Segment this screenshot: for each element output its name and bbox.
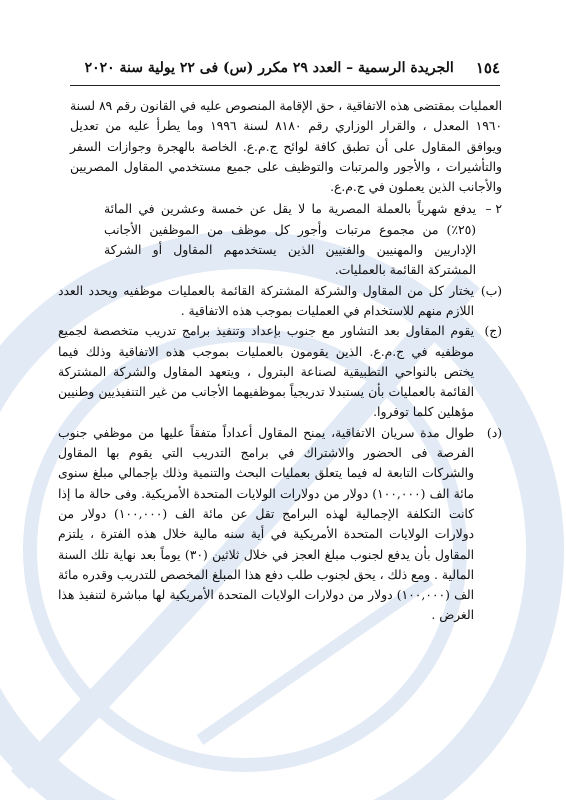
document-body xyxy=(58,96,503,626)
intro-paragraph: العمليات بمقتضى هذه الاتفاقية ، حق الإقامة المنصوص عليه في القانون رقم ٨٩ لسنة ١٩٦٠ المعدل ، والقرار الوزاري رقم ٨١٨٠ لسنة ١٩٩٦ وما يطرأ عليه من تعديل ويوافق المقاول على أن تطبق كافة لوائح ج.م.ع. الخاصة بالهجرة وجوازات السفر والتأشيرات ، والأجور والمرتبات والتوظيف على جميع مستخدمي المقاول المصريين والأجانب الذين يعملون في ج.م.ع. xyxy=(70,99,503,195)
gazette-header-title: الجريدة الرسمية – العدد ٢٩ مكرر (س) فى ٢٢ يولية سنة ٢٠٢٠ xyxy=(84,60,454,76)
item-marker: ٢ – xyxy=(485,202,502,217)
page-number: ١٥٤ xyxy=(475,59,500,77)
clause-text: طوال مدة سريان الاتفاقية، يمنح المقاول أعداداً متفقاً عليها من موظفي جنوب الفرصة فى الحضور والاشتراك في برامج التدريب التي يقوم بها المقاول والشركات التابعة له فيما يتعلق بعمليات البحث والتنمية وذلك بإجمالي مبلغ سنوى مائة الف (١٠٠,٠٠٠) دولار من دولارات الولايات المتحدة الأمريكية. وفى حالة ما إذا كانت التكلفة الإجمالية لهذه البرامج تقل عن مائة الف (١٠٠,٠٠٠) دولار من دولارات الولايات المتحدة الأمريكية في أية سنه مالية خلال هذه الفترة ، يلتزم المقاول بأن يدفع لجنوب مبلغ العجز في خلال ثلاثين (٣٠) يوماً بعد نهاية تلك السنة المالية . ومع ذلك ، يحق لجنوب طلب دفع هذا المبلغ المخصص للتدريب وقدره مائة الف (١٠٠,٠٠٠) دولار من دولارات الولايات المتحدة الأمريكية لها مباشرة لتنفيذ هذا الغرض . xyxy=(58,425,475,623)
header-divider xyxy=(70,85,500,86)
item-text: يدفع شهرياً بالعملة المصرية ما لا يقل عن خمسة وعشرين في المائة (٢٥٪) من مجموع مرتبات وأجور كل موظف من الموظفين الأجانب الإداريين والمهنيين والفنيين الذين يستخدمهم المقاول أو الشركة المشتركة القائمة بالعمليات. xyxy=(104,202,476,278)
clause-b xyxy=(58,281,502,322)
clause-text: يقوم المقاول بعد التشاور مع جنوب بإعداد وتنفيذ برامج تدريب متخصصة لجميع موظفيه في ج.م.ع. الذين يقومون بالعمليات بموجب هذه الاتفاقية وذلك فيما يختص بالنواحي التطبيقية لصناعة البترول ، ويتعهد المقاول والشركة المشتركة القائمة بالعمليات بأن يستبدلا تدريجياً بموظفيهما الأجانب من غير التنفيذيين وطنيين مؤهلين كلما توفروا. xyxy=(58,324,474,420)
numbered-item xyxy=(70,199,502,280)
clause-marker: (ب) xyxy=(480,283,502,298)
clause-c xyxy=(58,321,502,422)
clause-d xyxy=(58,423,502,626)
clause-marker: (ج) xyxy=(484,324,502,339)
clause-marker: (د) xyxy=(486,425,502,440)
clause-text: يختار كل من المقاول والشركة المشتركة القائمة بالعمليات موظفيه ويحدد العدد اللازم منهم للاستخدام في العمليات بموجب هذه الاتفاقية . xyxy=(58,283,474,318)
page-header xyxy=(70,56,500,80)
